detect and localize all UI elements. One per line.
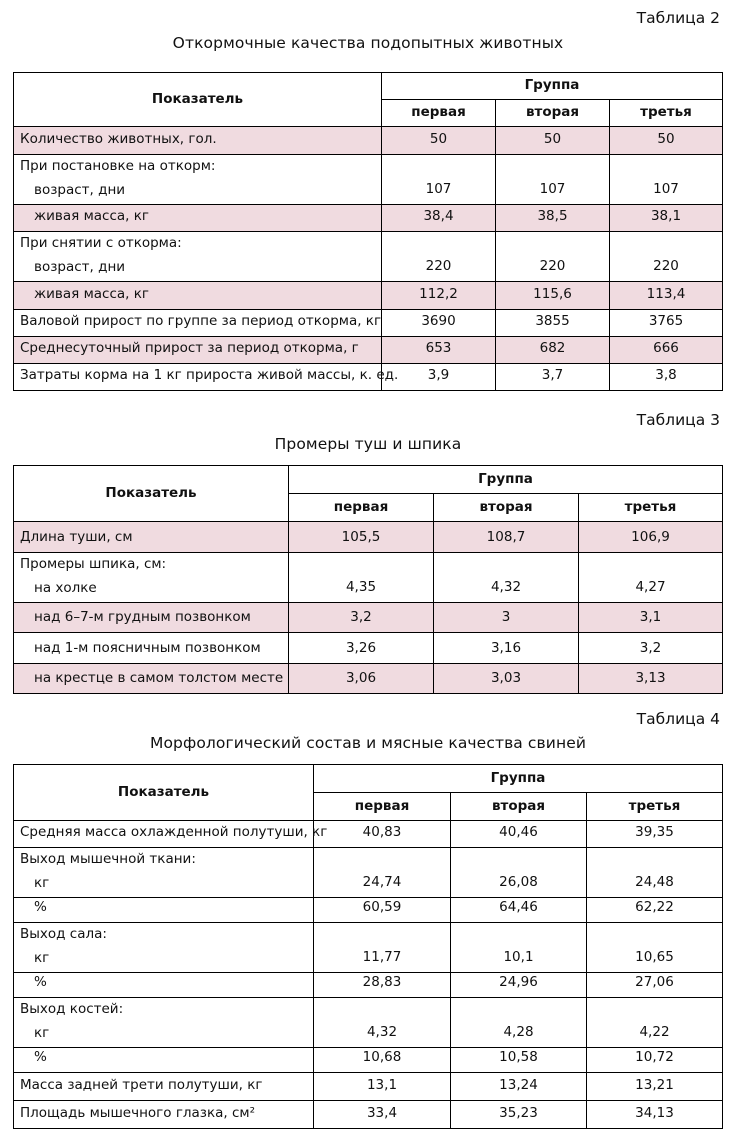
row-label: на холке: [34, 579, 97, 596]
cell-value: 115,6: [496, 282, 610, 310]
row-label: над 6–7-м грудным позвонком: [14, 603, 289, 633]
cell-value: 113,4: [610, 282, 723, 310]
cell-value: 107: [610, 155, 723, 205]
table-row: [14, 337, 723, 364]
row-label: кг: [34, 949, 50, 966]
cell-value: 106,9: [579, 522, 723, 553]
cell-value: 4,28: [451, 998, 587, 1048]
header-group: Группа: [289, 466, 723, 494]
row-label: кг: [34, 874, 50, 891]
cell-value: 64,46: [451, 898, 587, 923]
cell-value: 3,8: [610, 364, 723, 391]
row-group-heading: При снятии с откорма:: [20, 235, 182, 251]
cell-value: 38,1: [610, 205, 723, 232]
row-label-group: [14, 848, 314, 898]
cell-value: 3: [434, 603, 579, 633]
table-row: [14, 1101, 723, 1129]
cell-value: 27,06: [587, 973, 723, 998]
cell-value: 24,74: [314, 848, 451, 898]
table-4-title: Морфологический состав и мясные качества свиней: [149, 734, 587, 752]
row-label: Затраты корма на 1 кг прироста живой массы, к. ед.: [14, 364, 382, 391]
cell-value: 10,72: [587, 1048, 723, 1073]
table-row: [14, 821, 723, 848]
header-indicator: Показатель: [14, 765, 314, 821]
header-group: Группа: [314, 765, 723, 793]
table-4: [13, 764, 723, 1129]
table-2: [13, 72, 723, 391]
cell-value: 107: [496, 155, 610, 205]
cell-value: 3690: [382, 310, 496, 337]
row-label: кг: [34, 1024, 50, 1041]
cell-value: 108,7: [434, 522, 579, 553]
row-label-group: [14, 553, 289, 603]
row-label: Среднесуточный прирост за период откорма, г: [14, 337, 382, 364]
row-label: Валовой прирост по группе за период откорма, кг: [14, 310, 382, 337]
cell-value: 3,7: [496, 364, 610, 391]
row-label: %: [14, 898, 314, 923]
cell-value: 107: [382, 155, 496, 205]
row-label: Площадь мышечного глазка, см²: [14, 1101, 314, 1129]
header-indicator: Показатель: [14, 73, 382, 127]
row-label: живая масса, кг: [14, 205, 382, 232]
header-group-2: вторая: [434, 494, 579, 522]
cell-value: 220: [382, 232, 496, 282]
cell-value: 38,4: [382, 205, 496, 232]
table-2-number: Таблица 2: [636, 9, 720, 27]
header-group-1: первая: [382, 100, 496, 127]
cell-value: 62,22: [587, 898, 723, 923]
table-row: [14, 205, 723, 232]
header-group-3: третья: [610, 100, 723, 127]
table-row: [14, 553, 723, 603]
cell-value: 105,5: [289, 522, 434, 553]
row-label-group: [14, 998, 314, 1048]
table-row: [14, 923, 723, 973]
header-group-3: третья: [587, 793, 723, 821]
cell-value: 3,2: [289, 603, 434, 633]
cell-value: 11,77: [314, 923, 451, 973]
cell-value: 4,35: [289, 553, 434, 603]
row-label: %: [14, 973, 314, 998]
table-row: [14, 310, 723, 337]
table-row: [14, 998, 723, 1048]
cell-value: 3,03: [434, 664, 579, 694]
table-row: [14, 155, 723, 205]
row-label: возраст, дни: [34, 258, 126, 275]
row-group-heading: Промеры шпика, см:: [20, 556, 167, 572]
row-label: Масса задней трети полутуши, кг: [14, 1073, 314, 1101]
cell-value: 50: [496, 127, 610, 155]
row-label: Длина туши, см: [14, 522, 289, 553]
cell-value: 50: [382, 127, 496, 155]
cell-value: 35,23: [451, 1101, 587, 1129]
table-row: [14, 522, 723, 553]
cell-value: 24,96: [451, 973, 587, 998]
cell-value: 60,59: [314, 898, 451, 923]
header-group-1: первая: [289, 494, 434, 522]
cell-value: 3,26: [289, 633, 434, 664]
table-row: [14, 364, 723, 391]
table-3-number: Таблица 3: [636, 411, 720, 429]
row-label: возраст, дни: [34, 181, 126, 198]
row-group-heading: При постановке на откорм:: [20, 158, 216, 174]
row-group-heading: Выход костей:: [20, 1001, 124, 1017]
cell-value: 3855: [496, 310, 610, 337]
table-4-number: Таблица 4: [636, 710, 720, 728]
cell-value: 3,9: [382, 364, 496, 391]
cell-value: 220: [610, 232, 723, 282]
header-group: Группа: [382, 73, 723, 100]
cell-value: 3765: [610, 310, 723, 337]
cell-value: 10,1: [451, 923, 587, 973]
row-label: Средняя масса охлажденной полутуши, кг: [14, 821, 314, 848]
table-3: [13, 465, 723, 694]
cell-value: 13,1: [314, 1073, 451, 1101]
table-row: [14, 127, 723, 155]
table-3-title: Промеры туш и шпика: [274, 435, 462, 453]
cell-value: 4,32: [434, 553, 579, 603]
cell-value: 3,06: [289, 664, 434, 694]
table-row: [14, 848, 723, 898]
header-group-3: третья: [579, 494, 723, 522]
cell-value: 40,83: [314, 821, 451, 848]
cell-value: 34,13: [587, 1101, 723, 1129]
cell-value: 3,16: [434, 633, 579, 664]
cell-value: 4,32: [314, 998, 451, 1048]
cell-value: 4,22: [587, 998, 723, 1048]
cell-value: 112,2: [382, 282, 496, 310]
cell-value: 24,48: [587, 848, 723, 898]
cell-value: 4,27: [579, 553, 723, 603]
cell-value: 10,65: [587, 923, 723, 973]
row-label-group: [14, 155, 382, 205]
cell-value: 13,24: [451, 1073, 587, 1101]
row-label: над 1-м поясничным позвонком: [14, 633, 289, 664]
table-row: [14, 664, 723, 694]
cell-value: 28,83: [314, 973, 451, 998]
cell-value: 3,1: [579, 603, 723, 633]
table-row: [14, 973, 723, 998]
cell-value: 40,46: [451, 821, 587, 848]
table-row: [14, 603, 723, 633]
cell-value: 39,35: [587, 821, 723, 848]
cell-value: 33,4: [314, 1101, 451, 1129]
table-row: [14, 232, 723, 282]
header-group-2: вторая: [451, 793, 587, 821]
cell-value: 682: [496, 337, 610, 364]
table-row: [14, 898, 723, 923]
row-group-heading: Выход мышечной ткани:: [20, 851, 196, 867]
row-group-heading: Выход сала:: [20, 926, 107, 942]
table-row: [14, 1048, 723, 1073]
table-row: [14, 282, 723, 310]
cell-value: 13,21: [587, 1073, 723, 1101]
cell-value: 38,5: [496, 205, 610, 232]
cell-value: 10,68: [314, 1048, 451, 1073]
cell-value: 666: [610, 337, 723, 364]
cell-value: 10,58: [451, 1048, 587, 1073]
cell-value: 26,08: [451, 848, 587, 898]
cell-value: 653: [382, 337, 496, 364]
row-label: Количество животных, гол.: [14, 127, 382, 155]
row-label: на крестце в самом толстом месте: [14, 664, 289, 694]
cell-value: 3,2: [579, 633, 723, 664]
cell-value: 220: [496, 232, 610, 282]
row-label: %: [14, 1048, 314, 1073]
header-group-1: первая: [314, 793, 451, 821]
table-2-title: Откормочные качества подопытных животных: [172, 34, 564, 52]
table-row: [14, 1073, 723, 1101]
table-row: [14, 633, 723, 664]
row-label-group: [14, 923, 314, 973]
header-group-2: вторая: [496, 100, 610, 127]
header-indicator: Показатель: [14, 466, 289, 522]
cell-value: 50: [610, 127, 723, 155]
row-label: живая масса, кг: [14, 282, 382, 310]
row-label-group: [14, 232, 382, 282]
cell-value: 3,13: [579, 664, 723, 694]
